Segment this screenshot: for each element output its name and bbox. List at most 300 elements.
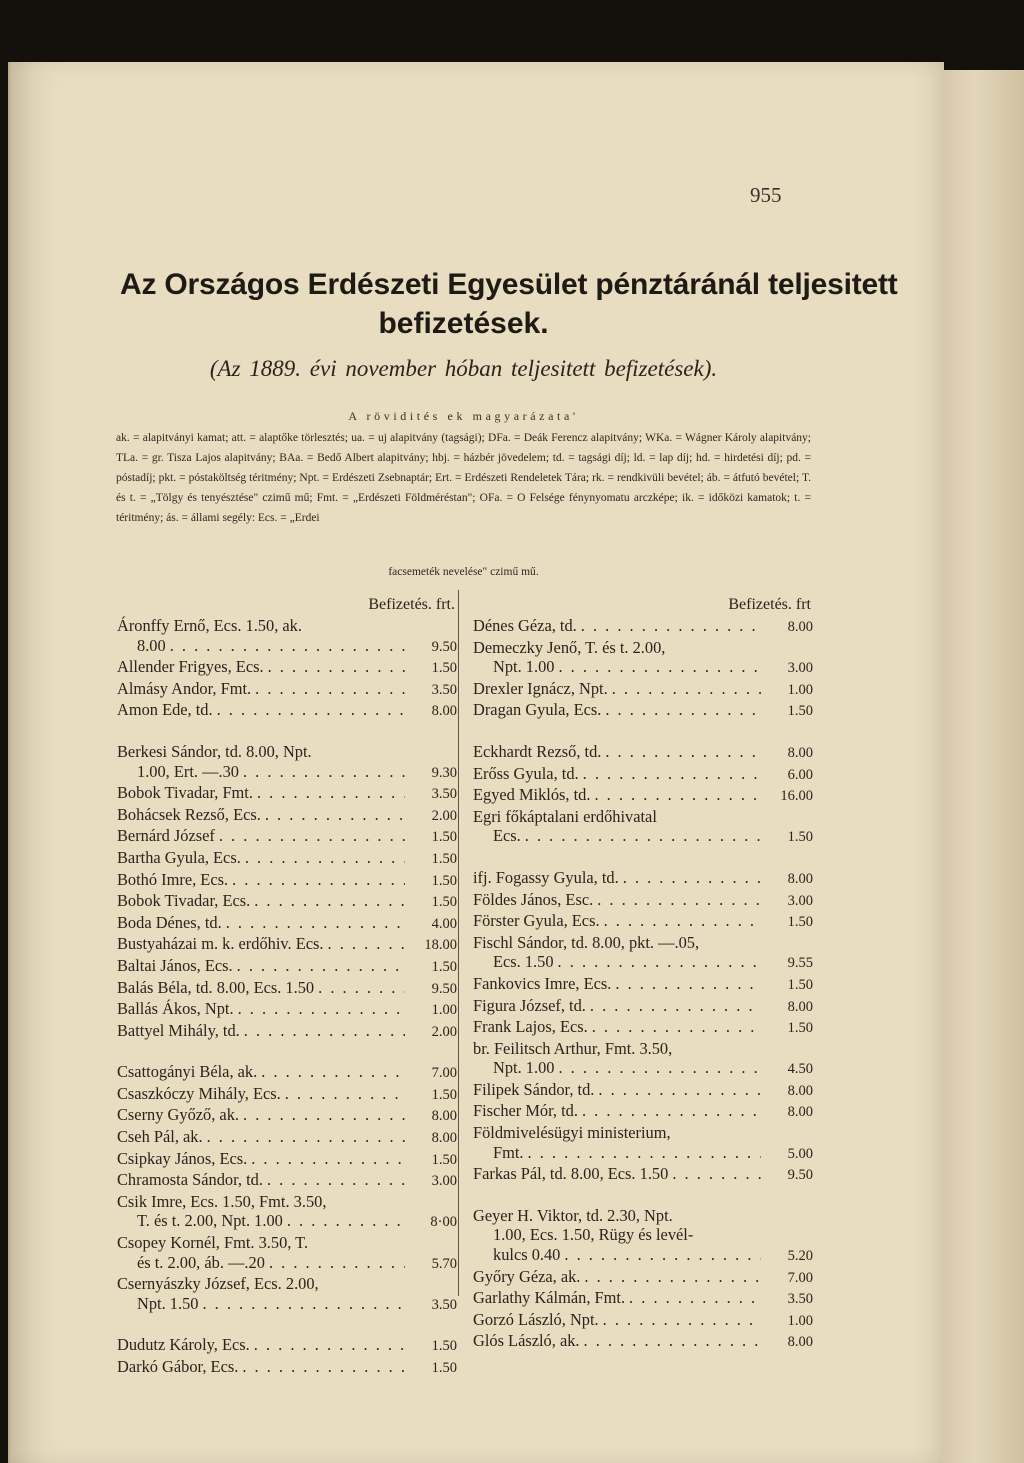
payment-entry	[117, 1084, 457, 1106]
payer-text: Csipkay János, Ecs.	[117, 1148, 248, 1168]
payer-text: Gorzó László, Npt.	[473, 1309, 599, 1329]
amount: 8.00	[787, 1334, 813, 1351]
amount: 3.50	[431, 786, 457, 803]
entry-list	[117, 616, 457, 1379]
entry-line	[117, 1294, 457, 1316]
payer-text: 8.00	[137, 635, 166, 655]
leader-dots	[611, 974, 761, 994]
entry-line	[117, 1149, 457, 1171]
payer-text: Csopey Kornél, Fmt. 3.50, T.	[117, 1233, 309, 1253]
payer-text: Npt. 1.00	[493, 657, 555, 677]
payment-entry	[117, 1062, 457, 1084]
payer-text: Cserny Győző, ak.	[117, 1105, 239, 1125]
entry-line	[473, 700, 813, 722]
entry-line	[473, 974, 813, 996]
payer-text: Boda Dénes, td.	[117, 912, 222, 932]
entry-line	[473, 679, 813, 701]
entry-line	[117, 1274, 457, 1294]
leader-dots	[198, 1294, 405, 1314]
leader-dots	[590, 785, 761, 805]
entry-line	[473, 1080, 813, 1102]
payer-text: Battyel Mihály, td.	[117, 1020, 240, 1040]
payer-text: Földmivelésügyi ministerium,	[473, 1123, 671, 1143]
leader-dots	[240, 1021, 405, 1041]
payment-entry	[117, 999, 457, 1021]
amount: 9.55	[787, 955, 813, 972]
payment-entry	[117, 956, 457, 978]
amount: 1.00	[431, 1002, 457, 1019]
entry-line	[117, 1253, 457, 1275]
payer-text: Balás Béla, td. 8.00, Ecs. 1.50	[117, 977, 315, 997]
amount: 1.50	[787, 914, 813, 931]
page-subtitle: (Az 1889. évi november hóban teljesitett befizetések).	[209, 356, 718, 381]
entry-line	[473, 1017, 813, 1039]
entry-line	[117, 1170, 457, 1192]
leader-dots	[554, 1058, 761, 1078]
amount: 8.00	[787, 1082, 813, 1099]
entry-line	[117, 1105, 457, 1127]
amount: 1.50	[431, 850, 457, 867]
payment-entry	[117, 913, 457, 935]
payment-entry	[473, 1288, 813, 1310]
entry-line	[473, 1101, 813, 1123]
payer-text: Filipek Sándor, td.	[473, 1079, 595, 1099]
payment-entry	[473, 1267, 813, 1289]
leader-dots	[283, 1211, 405, 1231]
entry-line	[473, 638, 813, 658]
entry-line	[473, 952, 813, 974]
entry-line	[117, 1357, 457, 1379]
payer-text: Csik Imre, Ecs. 1.50, Fmt. 3.50,	[117, 1191, 327, 1211]
payer-text: Dénes Géza, td.	[473, 616, 577, 635]
entry-line	[117, 783, 457, 805]
amount: 3.50	[787, 1291, 813, 1308]
payer-text: Almásy Andor, Fmt.	[117, 678, 252, 698]
payment-entry	[473, 764, 813, 786]
amount: 1.50	[787, 829, 813, 846]
entry-line	[117, 679, 457, 701]
amount: 8.00	[787, 619, 813, 635]
section-gap	[117, 1315, 457, 1335]
entry-line	[117, 978, 457, 1000]
amount: 8.00	[787, 870, 813, 887]
payer-text: Glós László, ak.	[473, 1331, 580, 1351]
payer-text: Erőss Gyula, td.	[473, 763, 579, 783]
entry-line	[117, 616, 457, 636]
amount: 9.50	[431, 980, 457, 997]
payment-entry	[117, 1170, 457, 1192]
payment-entry	[473, 933, 813, 974]
payer-text: és t. 2.00, áb. —.20	[137, 1252, 265, 1272]
payer-text: Egri főkáptalani erdőhivatal	[473, 806, 657, 826]
payer-text: Drexler Ignácz, Npt.	[473, 678, 608, 698]
leader-dots	[579, 764, 761, 784]
leader-dots	[601, 700, 761, 720]
payment-entry	[117, 805, 457, 827]
page-title: Az Országos Erdészeti Egyesület pénztáránál teljesitett	[120, 268, 898, 301]
payment-entry	[117, 1127, 457, 1149]
leader-dots	[619, 868, 761, 888]
leader-dots	[166, 636, 405, 656]
leader-dots	[580, 1267, 761, 1287]
amount: 5.70	[431, 1255, 457, 1272]
payer-text: Dudutz Károly, Ecs.	[117, 1335, 250, 1355]
leader-dots	[251, 679, 405, 699]
entry-line	[473, 1225, 813, 1245]
payer-text: Csaszkóczy Mihály, Ecs.	[117, 1083, 281, 1103]
amount: 1.50	[431, 1086, 457, 1103]
payment-entry	[117, 783, 457, 805]
payment-entry	[473, 1164, 813, 1186]
leader-dots	[600, 911, 761, 931]
payment-entry	[473, 996, 813, 1018]
entry-line	[117, 1192, 457, 1212]
amount: 8.00	[431, 1108, 457, 1125]
amount: 1.00	[787, 681, 813, 698]
payment-entry	[473, 785, 813, 807]
payer-text: Cseh Pál, ak.	[117, 1127, 203, 1147]
column-divider	[458, 590, 459, 1296]
payer-text: Fmt.	[493, 1142, 524, 1162]
amount: 4.50	[787, 1061, 813, 1078]
leader-dots	[281, 1084, 405, 1104]
payer-text: Frank Lajos, Ecs.	[473, 1017, 588, 1037]
entry-line	[117, 762, 457, 784]
leader-dots	[247, 1149, 405, 1169]
payer-text: Ecs. 1.50	[493, 952, 554, 972]
leader-dots	[257, 1062, 405, 1082]
entry-line	[117, 913, 457, 935]
payment-entry	[117, 848, 457, 870]
amount: 16.00	[780, 788, 813, 805]
entry-line	[473, 785, 813, 807]
payment-entry	[117, 870, 457, 892]
payer-text: Garlathy Kálmán, Fmt.	[473, 1288, 626, 1308]
amount: 7.00	[787, 1269, 813, 1286]
entry-line	[473, 911, 813, 933]
payer-text: Eckhardt Rezső, td.	[473, 741, 602, 761]
payment-entry	[117, 657, 457, 679]
payer-text: kulcs 0.40	[493, 1245, 561, 1265]
entry-line	[473, 657, 813, 679]
payer-text: Fischer Mór, td.	[473, 1101, 578, 1121]
payments-column-left	[117, 590, 457, 1379]
payer-text: Bothó Imre, Ecs.	[117, 869, 229, 889]
payer-text: Dragan Gyula, Ecs.	[473, 700, 602, 720]
amount: 9.50	[787, 1167, 813, 1184]
leader-dots	[265, 1253, 405, 1273]
leader-dots	[594, 1080, 761, 1100]
payment-entry	[117, 1105, 457, 1127]
payer-text: Npt. 1.50	[137, 1293, 199, 1313]
amount: 2.00	[431, 1023, 457, 1040]
entry-line	[473, 764, 813, 786]
payer-text: Bobok Tivadar, Ecs.	[117, 891, 251, 911]
leader-dots	[234, 999, 405, 1019]
leader-dots	[580, 1331, 761, 1351]
leader-dots	[250, 1335, 405, 1355]
payer-text: Geyer H. Viktor, td. 2.30, Npt.	[473, 1205, 673, 1225]
payment-entry	[117, 1357, 457, 1379]
amount: 5.20	[787, 1248, 813, 1265]
leader-dots	[222, 913, 405, 933]
leader-dots	[233, 956, 405, 976]
leader-dots	[253, 783, 405, 803]
entry-line	[473, 1123, 813, 1143]
payment-entry	[473, 1331, 813, 1353]
entry-line	[473, 1288, 813, 1310]
amount: 3.50	[431, 1296, 457, 1313]
leader-dots	[625, 1288, 761, 1308]
amount: 8.00	[787, 744, 813, 761]
amount: 6.00	[787, 766, 813, 783]
amount: 9.50	[431, 638, 457, 655]
payer-text: T. és t. 2.00, Npt. 1.00	[137, 1211, 283, 1231]
payment-entry	[117, 1335, 457, 1357]
leader-dots	[554, 952, 761, 972]
amount: 7.00	[431, 1065, 457, 1082]
payer-text: Egyed Miklós, td.	[473, 785, 591, 805]
payment-entry	[473, 1206, 813, 1267]
entry-line	[117, 1233, 457, 1253]
amount: 2.00	[431, 807, 457, 824]
payer-text: Csernyászky József, Ecs. 2.00,	[117, 1274, 319, 1294]
entry-line	[473, 1143, 813, 1165]
leader-dots	[203, 1127, 405, 1147]
payer-text: Darkó Gábor, Ecs.	[117, 1357, 239, 1376]
page-title-continued: befizetések.	[378, 307, 549, 340]
payment-entry	[117, 1021, 457, 1043]
leader-dots	[241, 848, 405, 868]
payer-text: Förster Gyula, Ecs.	[473, 911, 600, 931]
payment-entry	[473, 1080, 813, 1102]
payment-entry	[117, 700, 457, 722]
payer-text: 1.00, Ert. —.30	[137, 761, 239, 781]
entry-line	[117, 636, 457, 658]
entry-line	[473, 1267, 813, 1289]
amount: 8.00	[787, 1104, 813, 1121]
amount: 1.50	[431, 1360, 457, 1376]
amount: 5.00	[787, 1145, 813, 1162]
leader-dots	[521, 826, 761, 846]
payer-text: Npt. 1.00	[493, 1058, 555, 1078]
payments-column-right	[473, 590, 813, 1353]
leader-dots	[263, 1170, 405, 1190]
entry-line	[473, 1331, 813, 1353]
entry-line	[473, 826, 813, 848]
payment-entry	[473, 974, 813, 996]
entry-line	[117, 1211, 457, 1233]
payment-entry	[473, 700, 813, 722]
leader-dots	[213, 700, 405, 720]
amount: 1.50	[787, 703, 813, 720]
payer-text: Bustyaházai m. k. erdőhiv. Ecs.	[117, 934, 324, 954]
leader-dots	[228, 870, 405, 890]
payer-text: Demeczky Jenő, T. és t. 2.00,	[473, 637, 666, 657]
payer-text: Figura József, td.	[473, 995, 586, 1015]
payment-entry	[117, 1233, 457, 1274]
leader-dots	[588, 1017, 761, 1037]
amount: 1.50	[431, 894, 457, 911]
entry-line	[117, 999, 457, 1021]
payer-text: Allender Frigyes, Ecs.	[117, 657, 264, 677]
leader-dots	[601, 742, 761, 762]
amount: 1.50	[787, 976, 813, 993]
payer-text: Bernárd József	[117, 826, 215, 846]
payment-entry	[117, 616, 457, 657]
entry-line	[473, 1245, 813, 1267]
payer-text: br. Feilitsch Arthur, Fmt. 3.50,	[473, 1038, 673, 1058]
payment-entry	[473, 1310, 813, 1332]
amount: 1.00	[787, 1312, 813, 1329]
payment-entry	[473, 616, 813, 638]
leader-dots	[577, 616, 761, 636]
entry-line	[117, 891, 457, 913]
leader-dots	[239, 762, 405, 782]
leader-dots	[215, 826, 405, 846]
abbreviations-text-last-line: facsemeték nevelése" czimű mű.	[388, 566, 539, 578]
leader-dots	[668, 1164, 761, 1184]
payment-entry	[117, 934, 457, 956]
payer-text: Bobok Tivadar, Fmt.	[117, 783, 253, 803]
payer-text: Farkas Pál, td. 8.00, Ecs. 1.50	[473, 1164, 669, 1184]
entry-line	[473, 742, 813, 764]
entry-line	[473, 616, 813, 638]
leader-dots	[554, 657, 761, 677]
entry-line	[117, 870, 457, 892]
payer-text: Áronffy Ernő, Ecs. 1.50, ak.	[117, 616, 302, 635]
entry-line	[473, 996, 813, 1018]
payer-text: Győry Géza, ak.	[473, 1266, 581, 1286]
payment-entry	[473, 638, 813, 679]
section-gap	[473, 848, 813, 868]
leader-dots	[599, 1310, 761, 1330]
payer-text: Fankovics Imre, Ecs.	[473, 973, 612, 993]
entry-line	[117, 826, 457, 848]
amount: 1.50	[431, 1151, 457, 1168]
leader-dots	[264, 657, 405, 677]
section-gap	[117, 1042, 457, 1062]
payer-text: Baltai János, Ecs.	[117, 955, 233, 975]
entry-line	[117, 934, 457, 956]
amount: 8.00	[431, 703, 457, 720]
payer-text: Bartha Gyula, Ecs.	[117, 847, 241, 867]
amount: 3.00	[787, 892, 813, 909]
amount: 3.00	[787, 660, 813, 677]
leader-dots	[261, 805, 405, 825]
entry-line	[117, 1335, 457, 1357]
payment-entry	[473, 742, 813, 764]
entry-line	[117, 956, 457, 978]
entry-line	[473, 807, 813, 827]
amount: 18.00	[424, 937, 457, 954]
payment-entry	[117, 1274, 457, 1315]
amount: 1.50	[431, 958, 457, 975]
payment-entry	[473, 1039, 813, 1080]
entry-line	[117, 700, 457, 722]
leader-dots	[324, 934, 406, 954]
payment-entry	[473, 679, 813, 701]
payment-entry	[117, 742, 457, 783]
payer-text: 1.00, Ecs. 1.50, Rügy és levél-	[493, 1225, 694, 1245]
payment-entry	[117, 891, 457, 913]
payer-text: Ballás Ákos, Npt.	[117, 999, 234, 1019]
amount: 8.00	[787, 998, 813, 1015]
abbreviations-text: ak. = alapitványi kamat; att. = alaptőke törlesztés; ua. = uj alapitvány (tagsági); DFa. = Deák Ferencz alapitvány; WKa. = Wágner Károly alapitvány; TLa. = gr. Tisza Lajos alapitvány; BAa. = Bedő Albert alapitvány; hbj. = házbér jövedelem; td. = tagsági díj; ld. = lap díj; hd. = hirdetési díj; pd. = póstadíj; pkt. = póstaköltség téritmény; Npt. = Erdészeti Zsebnaptár; Ert. = Erdészeti Rendeletek Tára; rk. = rendkivüli bevétel; áb. = átfutó bevétel; T. és t. = „Tölgy és tenyésztése" czimű mű; Fmt. = „Erdészeti Földméréstan"; OFa. = O Felsége fénynyomatu arczképe; ik. = időközi kamatok; t. = téritmény; ás. = állami segély: Ecs. = „Erdei	[116, 432, 811, 524]
amount: 3.00	[431, 1173, 457, 1190]
amount: 1.50	[431, 872, 457, 889]
payer-text: Földes János, Esc.	[473, 889, 594, 909]
section-gap	[117, 722, 457, 742]
section-gap	[473, 722, 813, 742]
payer-text: Ecs.	[493, 826, 521, 846]
payer-text: Bohácsek Rezső, Ecs.	[117, 804, 261, 824]
entry-line	[117, 1084, 457, 1106]
column-header: Befizetés. frt.	[368, 596, 455, 613]
entry-line	[473, 1206, 813, 1226]
entry-line	[473, 933, 813, 953]
leader-dots	[560, 1245, 761, 1265]
leader-dots	[524, 1143, 761, 1163]
amount: 1.50	[431, 1338, 457, 1355]
payment-entry	[473, 911, 813, 933]
entry-line	[473, 1058, 813, 1080]
payment-entry	[117, 1192, 457, 1233]
payment-entry	[117, 978, 457, 1000]
payer-text: Chramosta Sándor, td.	[117, 1170, 263, 1190]
payer-text: ifj. Fogassy Gyula, td.	[473, 867, 619, 887]
leader-dots	[250, 891, 405, 911]
leader-dots	[608, 679, 761, 699]
amount: 3.50	[431, 681, 457, 698]
payment-entry	[473, 890, 813, 912]
payer-text: Berkesi Sándor, td. 8.00, Npt.	[117, 741, 312, 761]
entry-line	[117, 742, 457, 762]
leader-dots	[578, 1101, 761, 1121]
leader-dots	[238, 1357, 405, 1377]
leader-dots	[239, 1105, 405, 1125]
entry-line	[117, 657, 457, 679]
section-gap	[473, 1186, 813, 1206]
amount: 1.50	[787, 1020, 813, 1037]
leader-dots	[586, 996, 761, 1016]
entry-line	[473, 868, 813, 890]
entry-line	[473, 1310, 813, 1332]
amount: 1.50	[431, 829, 457, 846]
payer-text: Csattogányi Béla, ak.	[117, 1062, 258, 1082]
page-number: 955	[750, 183, 782, 207]
payment-entry	[117, 679, 457, 701]
payment-entry	[117, 1149, 457, 1171]
entry-line	[473, 1164, 813, 1186]
payment-entry	[473, 1123, 813, 1164]
amount: 1.50	[431, 660, 457, 677]
entry-line	[117, 1127, 457, 1149]
entry-list	[473, 616, 813, 1353]
payment-entry	[473, 868, 813, 890]
entry-line	[117, 805, 457, 827]
payment-entry	[473, 807, 813, 848]
payment-entry	[117, 826, 457, 848]
entry-line	[117, 848, 457, 870]
amount: 8·00	[430, 1214, 457, 1231]
payment-entry	[473, 1017, 813, 1039]
abbreviations-heading: A rövidités ek magyarázata'	[348, 409, 579, 423]
amount: 9.30	[431, 764, 457, 781]
entry-line	[473, 890, 813, 912]
leader-dots	[593, 890, 761, 910]
leader-dots	[314, 978, 405, 998]
